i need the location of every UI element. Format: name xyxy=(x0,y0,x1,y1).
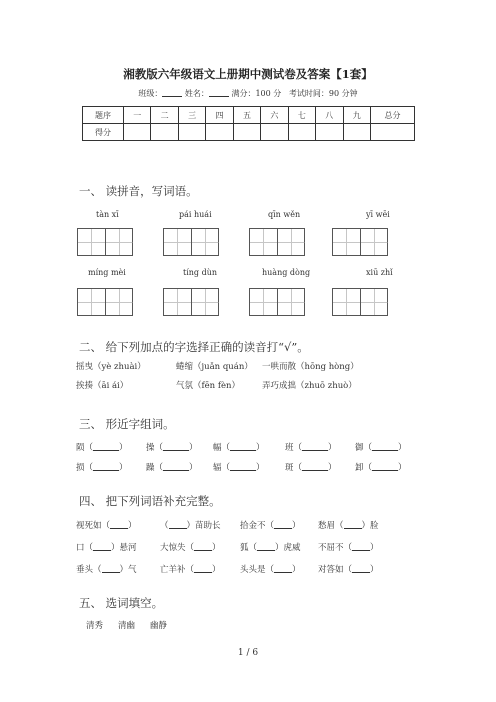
idiom-suffix: ）虎威 xyxy=(275,543,301,553)
answer-blank[interactable] xyxy=(302,441,328,451)
writing-box[interactable] xyxy=(77,228,133,256)
score-cell[interactable] xyxy=(151,124,178,141)
answer-blank[interactable] xyxy=(372,461,398,471)
score-header-cell: 五 xyxy=(233,107,260,124)
char: 操 xyxy=(146,443,155,453)
idiom-item xyxy=(76,563,137,575)
pinyin: tíng dùn xyxy=(183,268,218,277)
writing-box[interactable] xyxy=(163,288,219,316)
answer-blank[interactable] xyxy=(257,541,275,551)
char: 班 xyxy=(285,443,294,453)
idiom-prefix: 头头是（ xyxy=(240,565,275,575)
answer-blank[interactable] xyxy=(372,441,398,451)
idiom-suffix: ） xyxy=(212,565,221,575)
idiom-prefix: 口（ xyxy=(76,543,94,553)
class-blank[interactable] xyxy=(162,88,182,97)
writing-box[interactable] xyxy=(332,228,388,256)
word-choice: 清秀 xyxy=(86,621,104,631)
answer-blank[interactable] xyxy=(230,441,256,451)
idiom-suffix: ）脸 xyxy=(361,521,379,531)
idiom-item xyxy=(240,541,301,553)
word-item: 班（ ） xyxy=(285,443,337,453)
pinyin: xiū zhǐ xyxy=(366,268,393,277)
pinyin: tàn xī xyxy=(96,210,119,219)
char: 陨 xyxy=(76,443,85,453)
section-5-heading: 五、 选词填空。 xyxy=(79,596,164,610)
idiom-suffix: ）苗助长 xyxy=(186,521,221,531)
full-score: 满分：100 分 xyxy=(231,89,282,98)
score-header-cell: 四 xyxy=(206,107,233,124)
idiom-suffix: ）悬河 xyxy=(111,543,137,553)
score-header-cell: 九 xyxy=(343,107,371,124)
score-cell[interactable] xyxy=(206,124,233,141)
score-row-label: 得分 xyxy=(83,124,124,141)
score-header-cell: 题序 xyxy=(83,107,124,124)
writing-box[interactable] xyxy=(249,228,305,256)
idiom-prefix: 大惊失（ xyxy=(160,543,195,553)
char: 损 xyxy=(76,463,85,473)
idiom-item xyxy=(160,563,221,575)
score-table-header-row xyxy=(83,107,415,124)
idiom-prefix: 亡羊补（ xyxy=(160,565,195,575)
reading-choice[interactable]: 挨揍（āi ái） xyxy=(76,381,129,391)
answer-blank[interactable] xyxy=(274,519,292,529)
score-header-cell: 三 xyxy=(178,107,205,124)
char: 卸 xyxy=(355,463,364,473)
answer-blank[interactable] xyxy=(163,461,189,471)
reading-choice[interactable]: 气氛（fēn fèn） xyxy=(176,381,241,391)
exam-info xyxy=(0,88,496,99)
word-item: 操（ ） xyxy=(146,443,198,453)
reading-choice[interactable]: 蜷缩（juǎn quán） xyxy=(176,362,253,372)
score-cell[interactable] xyxy=(371,124,415,141)
word-item: 幅（ ） xyxy=(213,443,265,453)
idiom-item xyxy=(160,541,221,553)
answer-blank[interactable] xyxy=(344,519,362,529)
idiom-item xyxy=(160,519,221,531)
pinyin: míng mèi xyxy=(88,268,126,277)
word-choice: 清幽 xyxy=(118,621,136,631)
answer-blank[interactable] xyxy=(93,461,119,471)
answer-blank[interactable] xyxy=(352,541,370,551)
word-item: 躁（ ） xyxy=(146,463,198,473)
section-4-heading: 四、 把下列词语补充完整。 xyxy=(79,494,221,508)
score-cell[interactable] xyxy=(261,124,288,141)
idiom-prefix: 狐（ xyxy=(240,543,258,553)
page-title: 湘教版六年级语文上册期中测试卷及答案【1套】 xyxy=(123,67,373,81)
idiom-prefix: 垂头（ xyxy=(76,565,102,575)
idiom-item xyxy=(240,563,301,575)
char: 幅 xyxy=(213,443,222,453)
score-header-cell: 六 xyxy=(261,107,288,124)
writing-box[interactable] xyxy=(163,228,219,256)
word-choice: 幽静 xyxy=(150,621,168,631)
answer-blank[interactable] xyxy=(93,541,111,551)
name-blank[interactable] xyxy=(209,88,229,97)
word-item: 陨（ ） xyxy=(76,443,128,453)
idiom-prefix: 拾金不（ xyxy=(240,521,275,531)
answer-blank[interactable] xyxy=(110,519,128,529)
char: 斑 xyxy=(285,463,294,473)
score-cell[interactable] xyxy=(124,124,151,141)
section-3-heading: 三、 形近字组词。 xyxy=(79,417,175,431)
score-table xyxy=(82,106,415,141)
idiom-prefix: 愁眉（ xyxy=(318,521,344,531)
section-2-heading: 二、 给下列加点的字选择正确的读音打“√”。 xyxy=(79,340,309,354)
answer-blank[interactable] xyxy=(93,441,119,451)
idiom-suffix: ） xyxy=(292,565,301,575)
answer-blank[interactable] xyxy=(274,563,292,573)
exam-time: 考试时间：90 分钟 xyxy=(288,89,358,98)
idiom-item xyxy=(318,541,379,553)
idiom-suffix: ） xyxy=(370,565,379,575)
pinyin: qīn wěn xyxy=(268,210,301,219)
char: 御 xyxy=(355,443,364,453)
score-cell[interactable] xyxy=(178,124,205,141)
score-header-cell: 八 xyxy=(316,107,343,124)
word-item: 御（ ） xyxy=(355,443,407,453)
page-number: 1 / 6 xyxy=(237,648,259,658)
writing-box[interactable] xyxy=(332,288,388,316)
idiom-suffix: ）气 xyxy=(119,565,137,575)
idiom-prefix: 视死如（ xyxy=(76,521,111,531)
pinyin: yī wēi xyxy=(366,210,390,219)
word-item: 斑（ ） xyxy=(285,463,337,473)
answer-blank[interactable] xyxy=(169,519,187,529)
idiom-prefix: （ xyxy=(160,521,169,531)
writing-box[interactable] xyxy=(249,288,305,316)
idiom-suffix: ） xyxy=(212,543,221,553)
name-label: 姓名： xyxy=(184,89,209,98)
answer-blank[interactable] xyxy=(352,563,370,573)
score-header-cell: 二 xyxy=(151,107,178,124)
idiom-suffix: ） xyxy=(128,521,137,531)
score-cell[interactable] xyxy=(316,124,343,141)
reading-choice[interactable]: 弄巧成拙（zhuō zhuò） xyxy=(262,381,357,391)
score-header-cell: 七 xyxy=(288,107,315,124)
idiom-suffix: ） xyxy=(370,543,379,553)
pinyin: pái huái xyxy=(179,210,212,219)
idiom-item xyxy=(318,519,379,531)
answer-blank[interactable] xyxy=(194,541,212,551)
idiom-item xyxy=(76,541,137,553)
score-table-score-row xyxy=(83,124,415,141)
word-item: 卸（ ） xyxy=(355,463,407,473)
score-cell[interactable] xyxy=(343,124,371,141)
writing-box[interactable] xyxy=(77,288,133,316)
answer-blank[interactable] xyxy=(302,461,328,471)
idiom-suffix: ） xyxy=(292,521,301,531)
idiom-prefix: 对答如（ xyxy=(318,565,353,575)
score-header-cell: 总分 xyxy=(371,107,415,124)
idiom-item xyxy=(240,519,301,531)
reading-choice[interactable]: 一哄而散（hōng hòng） xyxy=(262,362,359,372)
score-header-cell: 一 xyxy=(124,107,151,124)
idiom-prefix: 不屈不（ xyxy=(318,543,353,553)
idiom-item xyxy=(76,519,137,531)
score-cell[interactable] xyxy=(233,124,260,141)
word-item: 辐（ ） xyxy=(213,463,265,473)
char: 躁 xyxy=(146,463,155,473)
reading-choice[interactable]: 摇曳（yè zhuài） xyxy=(76,362,146,372)
section-1-heading: 一、 读拼音，写词语。 xyxy=(79,184,198,198)
answer-blank[interactable] xyxy=(194,563,212,573)
score-cell[interactable] xyxy=(288,124,315,141)
char: 辐 xyxy=(213,463,222,473)
answer-blank[interactable] xyxy=(163,441,189,451)
pinyin: huàng dòng xyxy=(262,268,311,277)
answer-blank[interactable] xyxy=(102,563,120,573)
answer-blank[interactable] xyxy=(230,461,256,471)
class-label: 班级： xyxy=(138,89,163,98)
idiom-item xyxy=(318,563,379,575)
word-item: 损（ ） xyxy=(76,463,128,473)
